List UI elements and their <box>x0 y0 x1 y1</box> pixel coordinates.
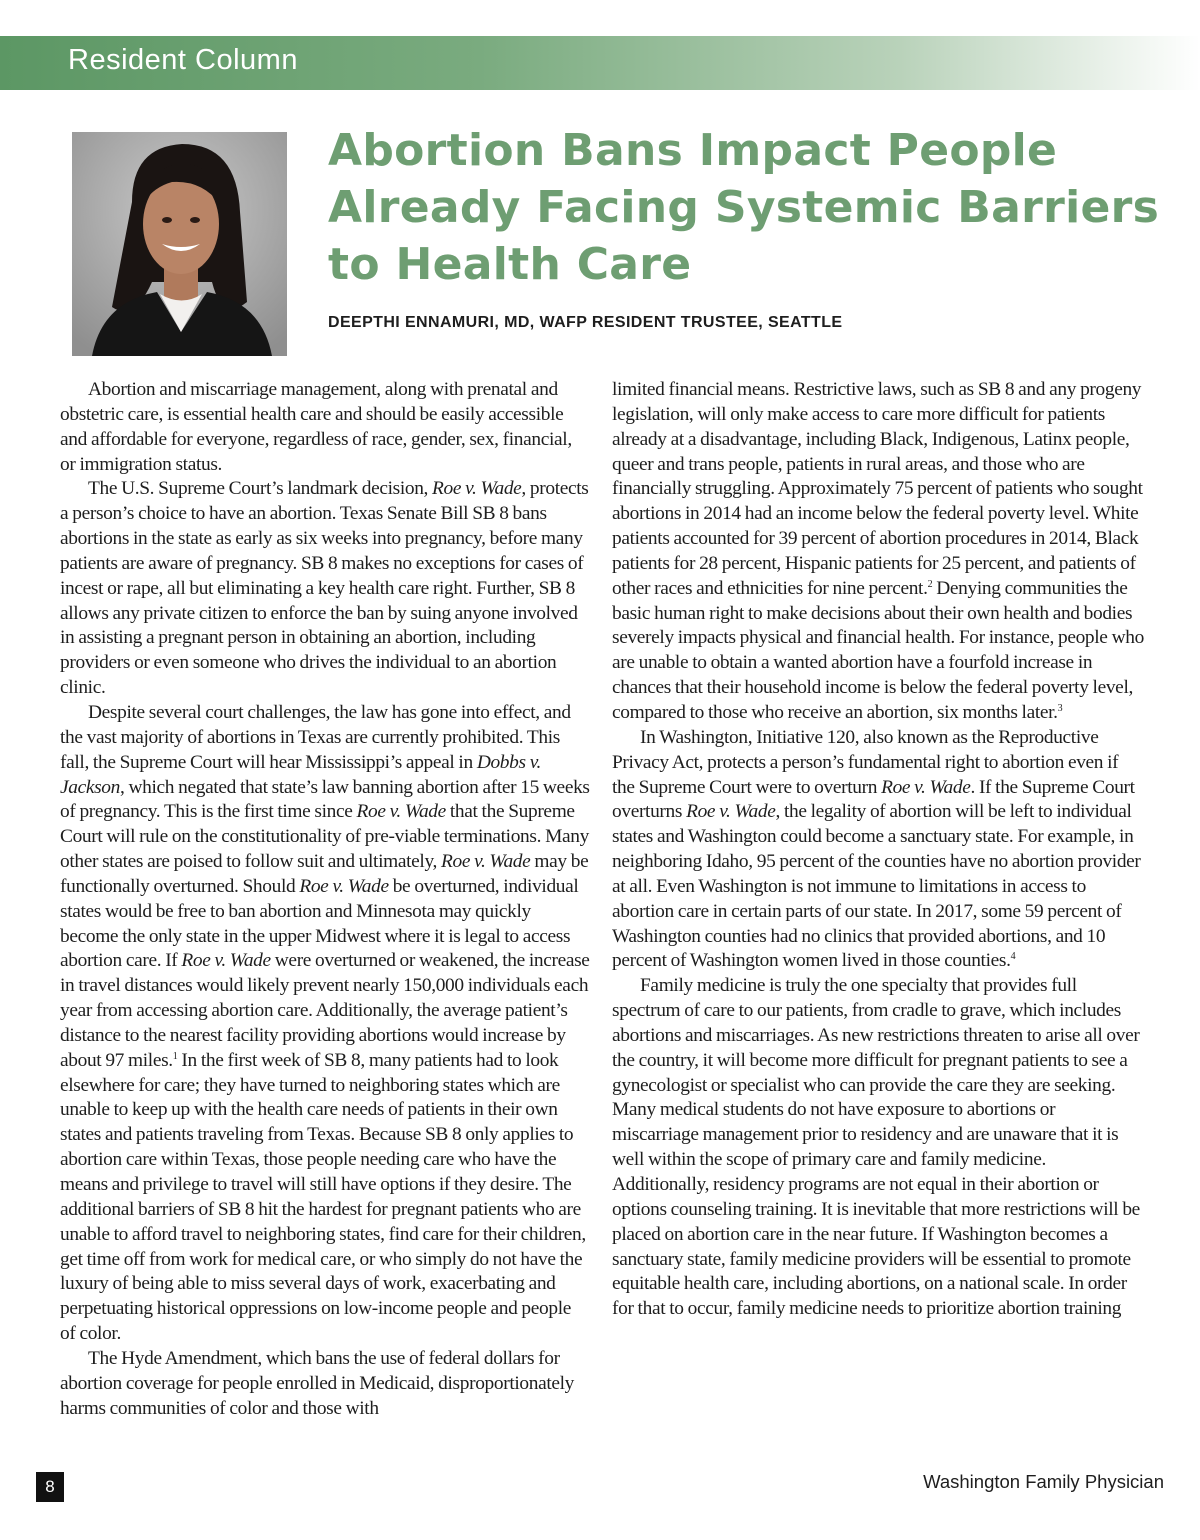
article-paragraph <box>60 701 590 1347</box>
case-name: Roe v. Wade <box>441 851 531 873</box>
text-run: Abortion and miscarriage management, along with prenatal and obstetric care, is essential health care and should be easily accessible and affordable for everyone, regardless of race, gender, sex, financial, or immigration status. <box>60 379 572 475</box>
text-run: may be functionally overturned. Should <box>60 851 589 897</box>
case-name: Dobbs v. Jackson <box>60 751 542 798</box>
footnote-ref: 2 <box>927 578 933 590</box>
text-run: The Hyde Amendment, which bans the use of federal dollars for abortion coverage for people enrolled in Medicaid, disproportionately harms communities of color and those with <box>60 1347 575 1419</box>
section-banner <box>0 36 1200 90</box>
article-paragraph <box>60 477 590 701</box>
headline-line: to Health Care <box>328 239 692 290</box>
author-byline: DEEPTHI ENNAMURI, MD, WAFP RESIDENT TRUSTEE, SEATTLE <box>328 314 843 331</box>
headline-line: Already Facing Systemic Barriers <box>328 182 1160 233</box>
article-column-left <box>60 378 590 1421</box>
footnote-ref: 4 <box>1010 951 1016 963</box>
footnote-ref: 3 <box>1057 702 1063 714</box>
case-name: Roe v. Wade <box>432 478 522 500</box>
section-label: Resident Column <box>68 44 298 76</box>
headline-line: Abortion Bans Impact People <box>328 125 1058 176</box>
article-column-right <box>612 378 1144 1322</box>
footnote-ref: 1 <box>172 1050 178 1062</box>
text-run: that the Supreme Court will rule on the constitutionality of pre-viable terminations. Many other states are poised to follow suit and ultimately, <box>60 801 589 873</box>
article-paragraph <box>612 378 1144 726</box>
text-run: , which negated that state’s law banning abortion after 15 weeks of pregnancy. This is the first time since <box>60 776 590 823</box>
text-run: In the first week of SB 8, many patients had to look elsewhere for care; they have turned to neighboring states which are unable to keep up with the health care needs of patients in their own states and patients traveling from Texas. Because SB 8 only applies to abortion care within Texas, those people needing care who have the means and privilege to travel will still have options if they desire. The additional barriers of SB 8 hit the hardest for pregnant patients who are unable to afford travel to neighboring states, find care for their children, get time off from work for medical care, or who simply do not have the luxury of being able to miss several days of work, exacerbating and perpetuating historical oppressions on low-income people and people of color. <box>60 1049 586 1345</box>
text-run: were overturned or weakened, the increase in travel distances would likely prevent nearly 150,000 individuals each year from accessing abortion care. Additionally, the average patient’s distance to the nearest facility providing abortions would increase by about 97 miles. <box>60 950 590 1071</box>
text-run: In Washington, Initiative 120, also known as the Reproductive Privacy Act, protects a person’s fundamental right to abortion even if the Supreme Court were to overturn <box>612 726 1119 798</box>
text-run: be overturned, individual states would be free to ban abortion and Minnesota may quickly become the only state in the upper Midwest where it is legal to access abortion care. If <box>60 875 579 972</box>
text-run: Despite several court challenges, the law has gone into effect, and the vast majority of abortions in Texas are currently prohibited. This fall, the Supreme Court will hear Mississippi’s appeal in <box>60 701 571 773</box>
text-run: Family medicine is truly the one specialty that provides full spectrum of care to our patients, from cradle to grave, which includes abortions and miscarriages. As new restrictions threaten to arise all over the country, it will become more difficult for pregnant patients to see a gynecologist or specialist who can provide the care they are seeking. Many medical students do not have exposure to abortions or miscarriage management prior to residency and are unaware that it is well within the scope of primary care and family medicine. Additionally, residency programs are not equal in their abortion or options counseling training. It is inevitable that more restrictions will be placed on abortion care in the near future. If Washington becomes a sanctuary state, family medicine providers will be essential to promote equitable health care, including abortions, on a national scale. In order for that to occur, family medicine needs to prioritize abortion training <box>612 975 1140 1320</box>
case-name: Roe v. Wade <box>686 801 776 823</box>
article-paragraph <box>612 974 1144 1322</box>
author-photo <box>72 132 287 356</box>
text-run: limited financial means. Restrictive laws, such as SB 8 and any progeny legislation, will only make access to care more difficult for patients already at a disadvantage, including Black, Indigenous, Latinx people, queer and trans people, patients in rural areas, and those who are financially struggling. Approximately 75 percent of patients who sought abortions in 2014 had an income below the federal poverty level. White patients accounted for 39 percent of abortion procedures in 2014, Black patients for 28 percent, Hispanic patients for 25 percent, and patients of other races and ethnicities for nine percent. <box>612 379 1143 599</box>
text-run: , protects a person’s choice to have an abortion. Texas Senate Bill SB 8 bans abortions in the state as early as six weeks into pregnancy, before many patients are aware of pregnancy. SB 8 makes no exceptions for cases of incest or rape, all but eliminating a key health care right. Further, SB 8 allows any private citizen to enforce the ban by suing anyone involved in assisting a pregnant person in obtaining an abortion, including providers or even someone who drives the individual to an abortion clinic. <box>60 478 589 699</box>
case-name: Roe v. Wade <box>181 950 271 972</box>
text-run: . If the Supreme Court overturns <box>612 776 1135 823</box>
text-run: , the legality of abortion will be left to individual states and Washington could become a sanctuary state. For example, in neighboring Idaho, 95 percent of the counties have no abortion provider at all. Even Washington is not immune to limitations in access to abortion care in certain parts of our state. In 2017, some 59 percent of Washington counties had no clinics that provided abortions, and 10 percent of Washington women lived in those counties. <box>612 801 1141 972</box>
article-paragraph <box>612 726 1144 974</box>
article-paragraph <box>60 378 590 477</box>
case-name: Roe v. Wade <box>356 801 446 823</box>
case-name: Roe v. Wade <box>299 875 389 897</box>
text-run: Denying communities the basic human right to make decisions about their own health and bodies severely impacts physical and financial health. For instance, people who are unable to obtain a wanted abortion have a fourfold increase in chances that their household income is below the federal poverty level, compared to those who receive an abortion, six months later. <box>612 577 1144 723</box>
case-name: Roe v. Wade <box>881 776 971 798</box>
publication-name: Washington Family Physician <box>923 1471 1164 1492</box>
text-run: The U.S. Supreme Court’s landmark decision, <box>88 478 433 500</box>
article-paragraph <box>60 1347 590 1422</box>
page-number: 8 <box>36 1472 64 1502</box>
article-headline <box>328 122 1168 293</box>
